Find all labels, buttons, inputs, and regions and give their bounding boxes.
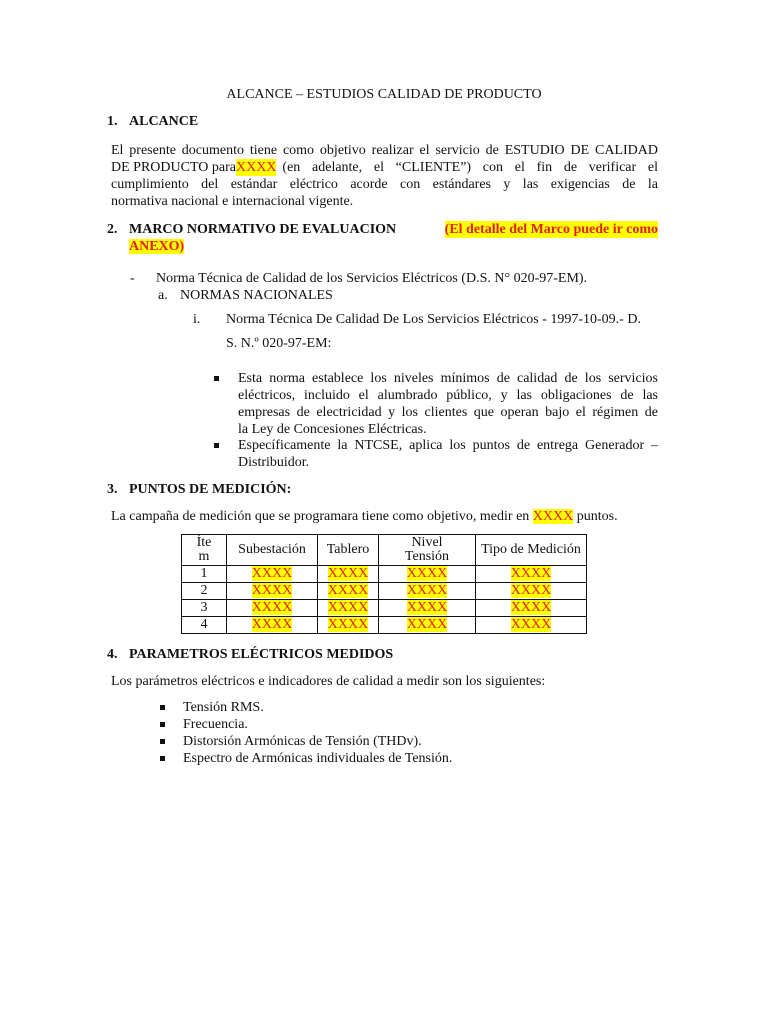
cell-item: 2 [182, 583, 227, 600]
sub-a-text: NORMAS NACIONALES [180, 288, 333, 303]
square-bullet-icon [214, 376, 219, 381]
s1-line-1: El presente documento tiene como objetivo realizar el servicio de ESTUDIO DE CALIDAD [111, 143, 658, 158]
square-bullet-icon [214, 443, 219, 448]
norma-tecnica-text: Norma Técnica de Calidad de los Servicios Eléctricos (D.S. N° 020-97-EM). [156, 271, 588, 286]
s1-line-2a: DE PRODUCTO para [111, 160, 236, 175]
cell-nivel-tension [379, 583, 476, 600]
col-header-tipo-medicion: Tipo de Medición [476, 535, 587, 566]
placeholder-value: XXXX [327, 583, 369, 598]
bullet2-line-2: Distribuidor. [238, 455, 310, 470]
section-2-title: MARCO NORMATIVO DE EVALUACION [129, 222, 397, 237]
cell-subestacion [227, 617, 318, 634]
section-1-paragraph [111, 142, 658, 210]
col-header-nivel-1: Nivel [411, 535, 443, 550]
normas-nacionales-item [158, 287, 333, 304]
cell-item: 1 [182, 566, 227, 583]
placeholder-value: XXXX [327, 566, 369, 581]
section-1-title: ALCANCE [129, 114, 199, 129]
points-placeholder: XXXX [532, 509, 574, 524]
section-4-paragraph: Los parámetros eléctricos e indicadores de calidad a medir son los siguientes: [111, 674, 546, 689]
section-3-paragraph [111, 508, 618, 525]
section-2-heading [107, 221, 658, 255]
col-header-item-1: Íte [196, 535, 212, 550]
cell-tipo-medicion [476, 600, 587, 617]
param-text: Tensión RMS. [183, 700, 264, 715]
dash-marker: - [130, 271, 135, 286]
section-1-number: 1. [107, 114, 118, 129]
norma-subitem-i [193, 311, 663, 328]
placeholder-value: XXXX [510, 583, 552, 598]
placeholder-value: XXXX [510, 566, 552, 581]
cell-tipo-medicion [476, 566, 587, 583]
cell-item: 4 [182, 617, 227, 634]
framework-note-line-2: ANEXO) [129, 239, 185, 254]
placeholder-value: XXXX [327, 600, 369, 615]
square-bullet-icon [160, 705, 165, 710]
cell-subestacion [227, 566, 318, 583]
bullet-ntcse [214, 437, 658, 471]
s3-body-b: puntos. [576, 509, 618, 524]
placeholder-value: XXXX [251, 600, 293, 615]
param-item [160, 699, 264, 716]
section-4-title: PARAMETROS ELÉCTRICOS MEDIDOS [129, 647, 394, 662]
table-row [182, 600, 587, 617]
cell-nivel-tension [379, 617, 476, 634]
sub-i-text-2: S. N.º 020-97-EM: [226, 336, 332, 351]
col-header-item-2: m [198, 549, 210, 564]
col-header-nivel-tension [379, 535, 476, 566]
bullet1-line-1: Esta norma establece los niveles mínimos de calidad de los servicios [238, 371, 658, 386]
square-bullet-icon [160, 722, 165, 727]
section-1-heading [107, 113, 198, 130]
table-row [182, 583, 587, 600]
section-3-number: 3. [107, 482, 118, 497]
sub-a-number: a. [158, 288, 168, 303]
cell-subestacion [227, 600, 318, 617]
section-4-number: 4. [107, 647, 118, 662]
param-text: Frecuencia. [183, 717, 248, 732]
section-3-heading [107, 481, 291, 498]
placeholder-value: XXXX [510, 600, 552, 615]
norma-tecnica-item [130, 270, 587, 287]
cell-tablero [318, 566, 379, 583]
section-3-title: PUNTOS DE MEDICIÓN: [129, 482, 292, 497]
square-bullet-icon [160, 739, 165, 744]
cell-nivel-tension [379, 600, 476, 617]
bullet1-line-4: la Ley de Concesiones Eléctricas. [238, 422, 427, 437]
framework-note-line-1: (El detalle del Marco puede ir como [444, 222, 658, 237]
cell-nivel-tension [379, 566, 476, 583]
measurement-points-table [181, 534, 587, 634]
col-header-subestacion: Subestación [227, 535, 318, 566]
col-header-item [182, 535, 227, 566]
placeholder-value: XXXX [406, 566, 448, 581]
placeholder-value: XXXX [327, 617, 369, 632]
placeholder-value: XXXX [251, 583, 293, 598]
cell-tablero [318, 583, 379, 600]
sub-i-number: i. [193, 312, 201, 327]
placeholder-value: XXXX [510, 617, 552, 632]
cell-tablero [318, 600, 379, 617]
s1-line-4: normativa nacional e internacional vigente. [111, 194, 354, 209]
cell-tipo-medicion [476, 583, 587, 600]
param-text: Espectro de Armónicas individuales de Tensión. [183, 751, 453, 766]
bullet2-line-1: Específicamente la NTCSE, aplica los puntos de entrega Generador – [238, 438, 658, 453]
cell-tipo-medicion [476, 617, 587, 634]
s3-body-a: La campaña de medición que se programara tiene como objetivo, medir en [111, 509, 530, 524]
section-4-heading [107, 646, 393, 663]
placeholder-value: XXXX [406, 600, 448, 615]
s1-line-2b: (en adelante, el “CLIENTE”) con el fin de verificar el [282, 160, 658, 175]
param-text: Distorsión Armónicas de Tensión (THDv). [183, 734, 422, 749]
param-item [160, 733, 422, 750]
document-title: ALCANCE – ESTUDIOS CALIDAD DE PRODUCTO [226, 87, 542, 102]
bullet1-line-3: empresas de electricidad y los clientes que operan bajo el régimen de [238, 405, 658, 420]
bullet1-line-2: eléctricos, incluido el alumbrado público, y las obligaciones de las [238, 388, 658, 403]
table-row [182, 617, 587, 634]
s1-line-2 [111, 159, 658, 176]
client-placeholder: XXXX [235, 160, 277, 175]
cell-subestacion [227, 583, 318, 600]
cell-item: 3 [182, 600, 227, 617]
cell-tablero [318, 617, 379, 634]
bullet-norma-description [214, 370, 658, 438]
col-header-tablero: Tablero [318, 535, 379, 566]
square-bullet-icon [160, 756, 165, 761]
col-header-nivel-2: Tensión [404, 549, 450, 564]
param-item [160, 750, 452, 767]
section-2-number: 2. [107, 222, 118, 237]
table-row [182, 566, 587, 583]
placeholder-value: XXXX [406, 617, 448, 632]
placeholder-value: XXXX [251, 617, 293, 632]
table-header-row [182, 535, 587, 566]
s1-line-3: cumplimiento del estándar eléctrico acorde con estándares y las exigencias de la [111, 177, 658, 192]
placeholder-value: XXXX [406, 583, 448, 598]
sub-i-text-1: Norma Técnica De Calidad De Los Servicios Eléctricos - 1997-10-09.- D. [226, 312, 641, 327]
placeholder-value: XXXX [251, 566, 293, 581]
param-item [160, 716, 248, 733]
